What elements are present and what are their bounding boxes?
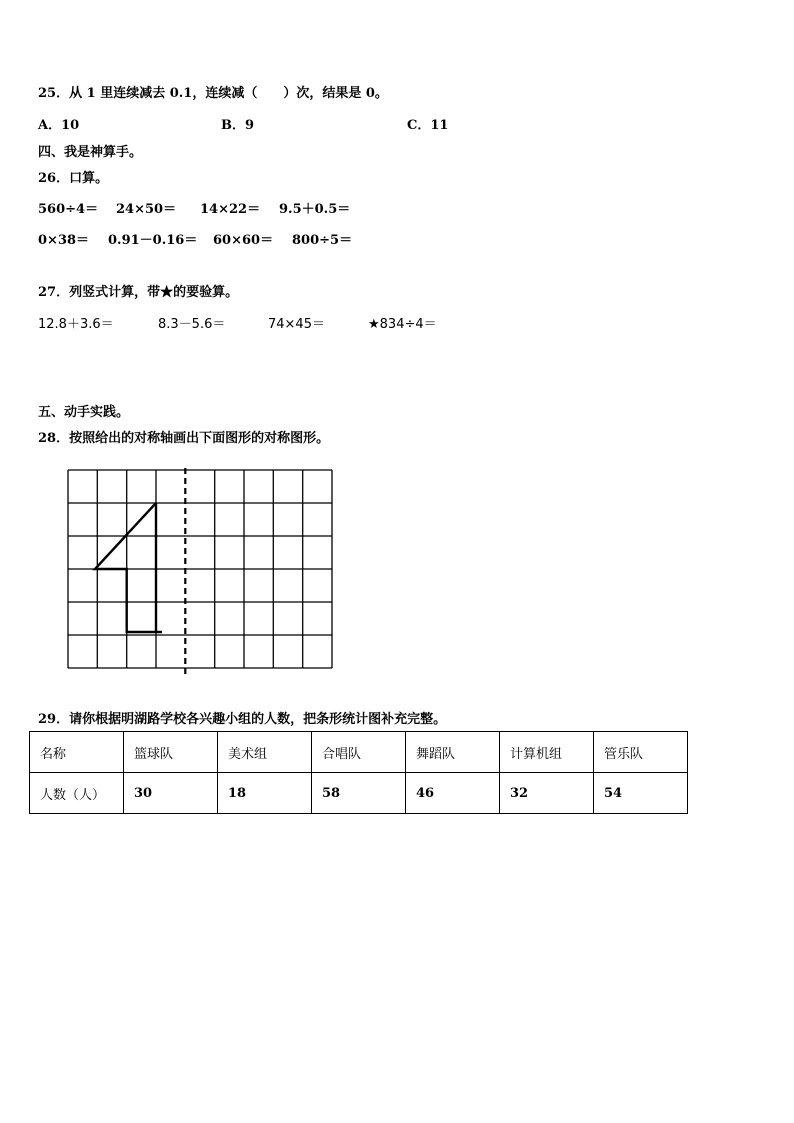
q26-item: 60×60＝ bbox=[213, 233, 274, 248]
table-header-cell: 舞蹈队 bbox=[406, 732, 500, 773]
table-cell: 58 bbox=[312, 773, 406, 814]
q27-item: ★834÷4＝ bbox=[368, 317, 437, 332]
q27-item: 74×45＝ bbox=[268, 317, 325, 332]
section-4-heading: 四、我是神算手。 bbox=[38, 145, 143, 160]
table-cell: 54 bbox=[594, 773, 688, 814]
q26-item: 14×22＝ bbox=[200, 202, 261, 217]
q29-title: 29．请你根据明湖路学校各兴趣小组的人数，把条形统计图补充完整。 bbox=[38, 712, 447, 727]
q26-title: 26．口算。 bbox=[38, 171, 109, 186]
table-header-cell: 名称 bbox=[30, 732, 124, 773]
q25-option-b: B．9 bbox=[221, 118, 255, 133]
interest-group-table bbox=[29, 731, 688, 814]
table-row bbox=[30, 773, 688, 814]
table-row-label: 人数（人） bbox=[30, 773, 124, 814]
table-header-cell: 计算机组 bbox=[500, 732, 594, 773]
q26-item: 24×50＝ bbox=[116, 202, 177, 217]
symmetry-grid bbox=[66, 468, 336, 678]
q26-item: 0×38＝ bbox=[38, 233, 90, 248]
q28-title: 28．按照给出的对称轴画出下面图形的对称图形。 bbox=[38, 431, 330, 446]
q27-title: 27．列竖式计算，带★的要验算。 bbox=[38, 285, 239, 300]
q25-option-a: A．10 bbox=[38, 118, 80, 133]
table-header-cell: 管乐队 bbox=[594, 732, 688, 773]
q26-item: 9.5＋0.5＝ bbox=[279, 202, 351, 217]
q26-item: 800÷5＝ bbox=[292, 233, 353, 248]
table-cell: 32 bbox=[500, 773, 594, 814]
table-cell: 46 bbox=[406, 773, 500, 814]
table-header-cell: 美术组 bbox=[218, 732, 312, 773]
q26-item: 0.91－0.16＝ bbox=[108, 233, 198, 248]
table-header-row bbox=[30, 732, 688, 773]
q27-item: 12.8＋3.6＝ bbox=[38, 317, 114, 332]
q26-item: 560÷4＝ bbox=[38, 202, 99, 217]
q25-option-c: C．11 bbox=[407, 118, 449, 133]
given-shape bbox=[95, 503, 162, 632]
q25-text: 25．从 1 里连续减去 0.1，连续减（ ）次，结果是 0。 bbox=[38, 86, 388, 101]
table-cell: 30 bbox=[124, 773, 218, 814]
section-5-heading: 五、动手实践。 bbox=[38, 405, 130, 420]
q27-item: 8.3－5.6＝ bbox=[158, 317, 226, 332]
table-header-cell: 篮球队 bbox=[124, 732, 218, 773]
table-header-cell: 合唱队 bbox=[312, 732, 406, 773]
table-cell: 18 bbox=[218, 773, 312, 814]
